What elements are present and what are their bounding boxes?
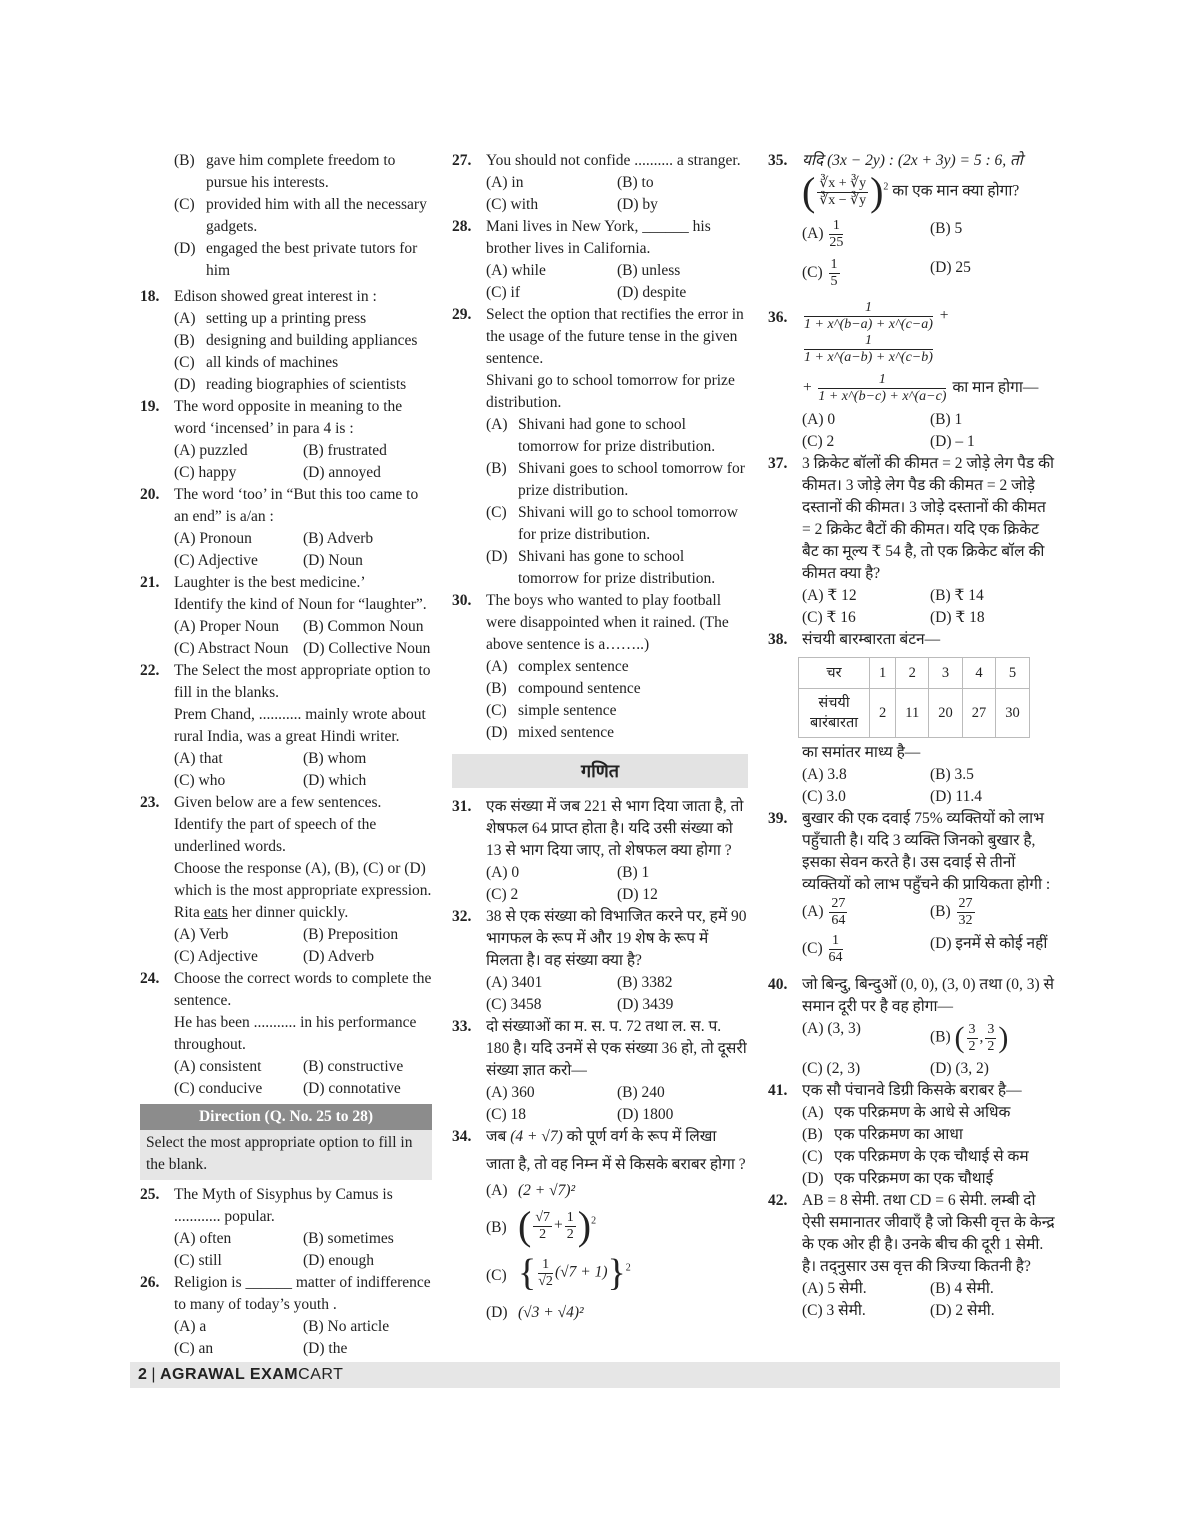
question-22: 22. The Select the most appropriate option to fill in the blanks. <box>140 662 431 701</box>
q35-options-cd: (C) $\frac{1}{5}$ (D) 25 <box>802 257 971 289</box>
question-40: 40. जो बिन्दु, बिन्दुओं (0, 0), (3, 0) तथा (0, 3) से समान दूरी पर है वह होगा— <box>768 976 1054 1015</box>
q36-options-cd: (C) 2 (D) – 1 <box>802 433 975 450</box>
question-19: 19. The word opposite in meaning to the word ‘incensed’ in para 4 is : <box>140 398 403 437</box>
question-26: 26. Religion is ______ matter of indifference to many of today’s youth . <box>140 1274 431 1313</box>
question-41: 41. एक सौ पंचानवे डिग्री किसके बराबर है— <box>768 1082 1022 1099</box>
q17-option-b: (B) gave him complete freedom to pursue his interests. <box>174 152 396 191</box>
q34-text-cont: जाता है, तो वह निम्न में से किसके बराबर होगा ? <box>486 1156 746 1173</box>
q36-options-ab: (A) 0 (B) 1 <box>802 411 963 428</box>
q33-options-cd: (C) 18 (D) 1800 <box>486 1106 674 1123</box>
direction-text: Select the most appropriate option to fill in the blank. <box>140 1130 432 1180</box>
table-row: चर 1 2 3 4 5 <box>799 658 1030 689</box>
brand-logo: AGRAWAL EXAMCART <box>159 1366 344 1383</box>
q30-option-c: (C) simple sentence <box>486 702 617 719</box>
q29-option-a: (A) Shivani had gone to school tomorrow for prize distribution. <box>486 416 716 455</box>
q18-option-c: (C) all kinds of machines <box>174 354 339 371</box>
q30-option-d: (D) mixed sentence <box>486 724 614 741</box>
q22-sentence: Prem Chand, ........... mainly wrote about rural India, was a great Hindi writer. <box>174 706 426 745</box>
q29-option-d: (D) Shivani has gone to school tomorrow for prize distribution. <box>486 548 716 587</box>
q41-option-a: (A) एक परिक्रमण के आधे से अधिक <box>802 1104 1011 1121</box>
question-37: 37. 3 क्रिकेट बॉलों की कीमत = 2 जोड़े लेग पैड की कीमत। 3 जोड़े लेग पैड की कीमत = 2 जोड़े दस्तानों की कीमत। 3 जोड़े दस्तानों की कीमत = 2 क्रिकेट बैटों की कीमत। यदि एक क्रिकेट बैट का मूल्य ₹ 54 है, तो एक क्रिकेट बॉल की कीमत क्या है? <box>768 455 1055 582</box>
q35-options-ab: (A) $\frac{1}{25}$ (B) 5 <box>802 218 963 250</box>
q31-options-cd: (C) 2 (D) 12 <box>486 886 658 903</box>
q20-options-ab: (A) Pronoun (B) Adverb <box>174 530 374 547</box>
q20-options-cd: (C) Adjective (D) Noun <box>174 552 363 569</box>
question-23: 23. Given below are a few sentences. Identify the part of speech of the underlined words. <box>140 794 382 855</box>
frequency-table <box>798 657 1030 738</box>
q41-option-b: (B) एक परिक्रमण का आधा <box>802 1126 963 1143</box>
question-32: 32. 38 से एक संख्या को विभाजित करने पर, हमें 90 भागफल के रूप में और 19 शेष के रूप में मिलता है। वह संख्या क्या है? <box>452 908 747 969</box>
question-35: 35. यदि (3x − 2y) : (2x + 3y) = 5 : 6, तो <box>768 152 1023 169</box>
q33-options-ab: (A) 360 (B) 240 <box>486 1084 665 1101</box>
question-38: 38. संचयी बारम्बारता बंटन— <box>768 631 941 648</box>
q38-options-ab: (A) 3.8 (B) 3.5 <box>802 766 974 783</box>
q34-option-a: (A) (2 + √7)² <box>486 1182 576 1199</box>
page-footer <box>130 1362 1060 1388</box>
q34-option-b: (B) ( $\frac{√7}{2}$ + $\frac{1}{2}$ )$^2$ <box>486 1203 597 1248</box>
q39-options-cd: (C) $\frac{1}{64}$ (D) इनमें से कोई नहीं <box>802 933 1048 965</box>
q23-options-cd: (C) Adjective (D) Adverb <box>174 948 375 965</box>
q17-option-d: (D) engaged the best private tutors for him <box>174 240 418 279</box>
q24-options-ab: (A) consistent (B) constructive <box>174 1058 404 1075</box>
q35-expression: ( $\frac{∛x + ∛y}{∛x - ∛y}$ )$^2$ का एक मान क्या होगा? <box>802 169 1020 214</box>
q38-options-cd: (C) 3.0 (D) 11.4 <box>802 788 982 805</box>
q40-options-cd: (C) (2, 3) (D) (3, 2) <box>802 1060 989 1077</box>
section-heading-maths: गणित <box>452 754 748 788</box>
q42-options-ab: (A) 5 सेमी. (B) 4 सेमी. <box>802 1280 994 1297</box>
q31-options-ab: (A) 0 (B) 1 <box>486 864 650 881</box>
q37-options-ab: (A) ₹ 12 (B) ₹ 14 <box>802 587 984 604</box>
question-21: 21. Laughter is the best medicine.’ <box>140 574 366 591</box>
q38-text-cont: का समांतर माध्य है— <box>802 744 921 761</box>
q18-option-b: (B) designing and building appliances <box>174 332 418 349</box>
q27-options-cd: (C) with (D) by <box>486 196 658 213</box>
question-33: 33. दो संख्याओं का म. स. प. 72 तथा ल. स. प. 180 है। यदि उनमें से एक संख्या 36 हो, तो दूसरी संख्या ज्ञात करो— <box>452 1018 747 1079</box>
q22-options-ab: (A) that (B) whom <box>174 750 367 767</box>
q21-options-ab: (A) Proper Noun (B) Common Noun <box>174 618 424 635</box>
question-25: 25. The Myth of Sisyphus by Camus is ............ popular. <box>140 1186 393 1225</box>
table-row: संचयी बारंबारता 2 11 20 27 30 <box>799 689 1030 738</box>
question-28: 28. Mani lives in New York, ______ his brother lives in California. <box>452 218 711 257</box>
q23-options-ab: (A) Verb (B) Preposition <box>174 926 399 943</box>
q34-expression: (4 + √7) <box>510 1128 563 1145</box>
q30-option-a: (A) complex sentence <box>486 658 629 675</box>
q21-instruction: Identify the kind of Noun for “laughter”. <box>174 596 427 613</box>
q41-option-c: (C) एक परिक्रमण के एक चौथाई से कम <box>802 1148 1029 1165</box>
q24-sentence: He has been ........... in his performance throughout. <box>174 1014 417 1053</box>
q34-option-d: (D) (√3 + √4)² <box>486 1304 584 1321</box>
q32-options-cd: (C) 3458 (D) 3439 <box>486 996 674 1013</box>
question-30: 30. The boys who wanted to play football were disappointed when it rained. (The above sentence is a……..) <box>452 592 729 653</box>
q25-options-cd: (C) still (D) enough <box>174 1252 375 1269</box>
question-29: 29. Select the option that rectifies the error in the usage of the future tense in the given sentence. <box>452 306 744 367</box>
footer-separator: | <box>151 1366 156 1383</box>
q19-options-ab: (A) puzzled (B) frustrated <box>174 442 387 459</box>
underlined-word: eats <box>203 904 228 921</box>
q29-sentence: Shivani go to school tomorrow for prize distribution. <box>486 372 735 411</box>
q37-options-cd: (C) ₹ 16 (D) ₹ 18 <box>802 609 985 626</box>
question-24: 24. Choose the correct words to complete the sentence. <box>140 970 432 1009</box>
q34-option-c: (C) { $\frac{1}{√2}$ (√7 + 1)}$^2$ <box>486 1252 631 1294</box>
q19-options-cd: (C) happy (D) annoyed <box>174 464 381 481</box>
q29-option-b: (B) Shivani goes to school tomorrow for prize distribution. <box>486 460 745 499</box>
q39-options-ab: (A) $\frac{27}{64}$ (B) $\frac{27}{32}$ <box>802 896 973 928</box>
q24-options-cd: (C) conducive (D) connotative <box>174 1080 401 1097</box>
q27-options-ab: (A) in (B) to <box>486 174 654 191</box>
q36-expression-cont: + $\frac{1}{1 + x\^{}(b-c) + x\^{}(a-c)}$ का मान होगा— <box>802 372 1039 404</box>
page-number: 2 <box>138 1366 147 1383</box>
question-34: 34. जब (4 + √7) को पूर्ण वर्ग के रूप में लिखा <box>452 1128 717 1145</box>
question-20: 20. The word ‘too’ in “But this too came to an end” is a/an : <box>140 486 419 525</box>
question-42: 42. AB = 8 सेमी. तथा CD = 6 सेमी. लम्बी दो ऐसी समानातर जीवाएँ है जो किसी वृत्त के केन्द्र के एक ओर ही है। उनके बीच की दूरी 1 सेमी. है। तद्‌नुसार उस वृत्त की त्रिज्या कितनी है? <box>768 1192 1055 1275</box>
q25-options-ab: (A) often (B) sometimes <box>174 1230 394 1247</box>
question-31: 31. एक संख्या में जब 221 से भाग दिया जाता है, तो शेषफल 64 प्राप्त होता है। यदि उसी संख्या को 13 से भाग दिया जाए, तो शेषफल क्या होगा ? <box>452 798 744 859</box>
q26-options-ab: (A) a (B) No article <box>174 1318 390 1335</box>
q18-option-d: (D) reading biographies of scientists <box>174 376 407 393</box>
q42-options-cd: (C) 3 सेमी. (D) 2 सेमी. <box>802 1302 995 1319</box>
q18-option-a: (A) setting up a printing press <box>174 310 367 327</box>
q21-options-cd: (C) Abstract Noun (D) Collective Noun <box>174 640 431 657</box>
question-39: 39. बुखार की एक दवाई 75% व्यक्तियों को लाभ पहुँचाती है। यदि 3 व्यक्ति जिनको बुखार है, इसका सेवन करते है। उस दवाई से तीनों व्यक्तियों को लाभ पहुँचने की प्रायिकता होगी : <box>768 810 1051 893</box>
q41-option-d: (D) एक परिक्रमण का एक चौथाई <box>802 1170 994 1187</box>
q23-sentence: Rita eats her dinner quickly. <box>174 904 349 921</box>
q40-options-ab: (A) (3, 3) (B) ( $\frac{3}{2}$ , $\frac{3}{2}$ ) <box>802 1020 1009 1054</box>
q30-option-b: (B) compound sentence <box>486 680 641 697</box>
q23-instruction: Choose the response (A), (B), (C) or (D) which is the most appropriate expression. <box>174 860 432 899</box>
q28-options-ab: (A) while (B) unless <box>486 262 681 279</box>
q29-option-c: (C) Shivani will go to school tomorrow for prize distribution. <box>486 504 739 543</box>
column-middle <box>452 150 748 1324</box>
q28-options-cd: (C) if (D) despite <box>486 284 687 301</box>
q17-option-c: (C) provided him with all the necessary gadgets. <box>174 196 427 235</box>
question-18: 18. Edison showed great interest in : <box>140 288 377 305</box>
column-right <box>768 150 1058 1322</box>
question-36: 36. $\frac{1}{1 + x\^{}(b-a) + x\^{}(c-a)}$ + $\frac{1}{1 + x\^{}(a-b) + x\^{}(c-b)}$ <box>768 300 950 365</box>
q26-options-cd: (C) an (D) the <box>174 1340 348 1357</box>
column-left <box>140 150 432 1360</box>
q32-options-ab: (A) 3401 (B) 3382 <box>486 974 673 991</box>
direction-header: Direction (Q. No. 25 to 28) <box>140 1104 432 1130</box>
q22-options-cd: (C) who (D) which <box>174 772 367 789</box>
question-27: 27. You should not confide .......... a stranger. <box>452 152 741 169</box>
